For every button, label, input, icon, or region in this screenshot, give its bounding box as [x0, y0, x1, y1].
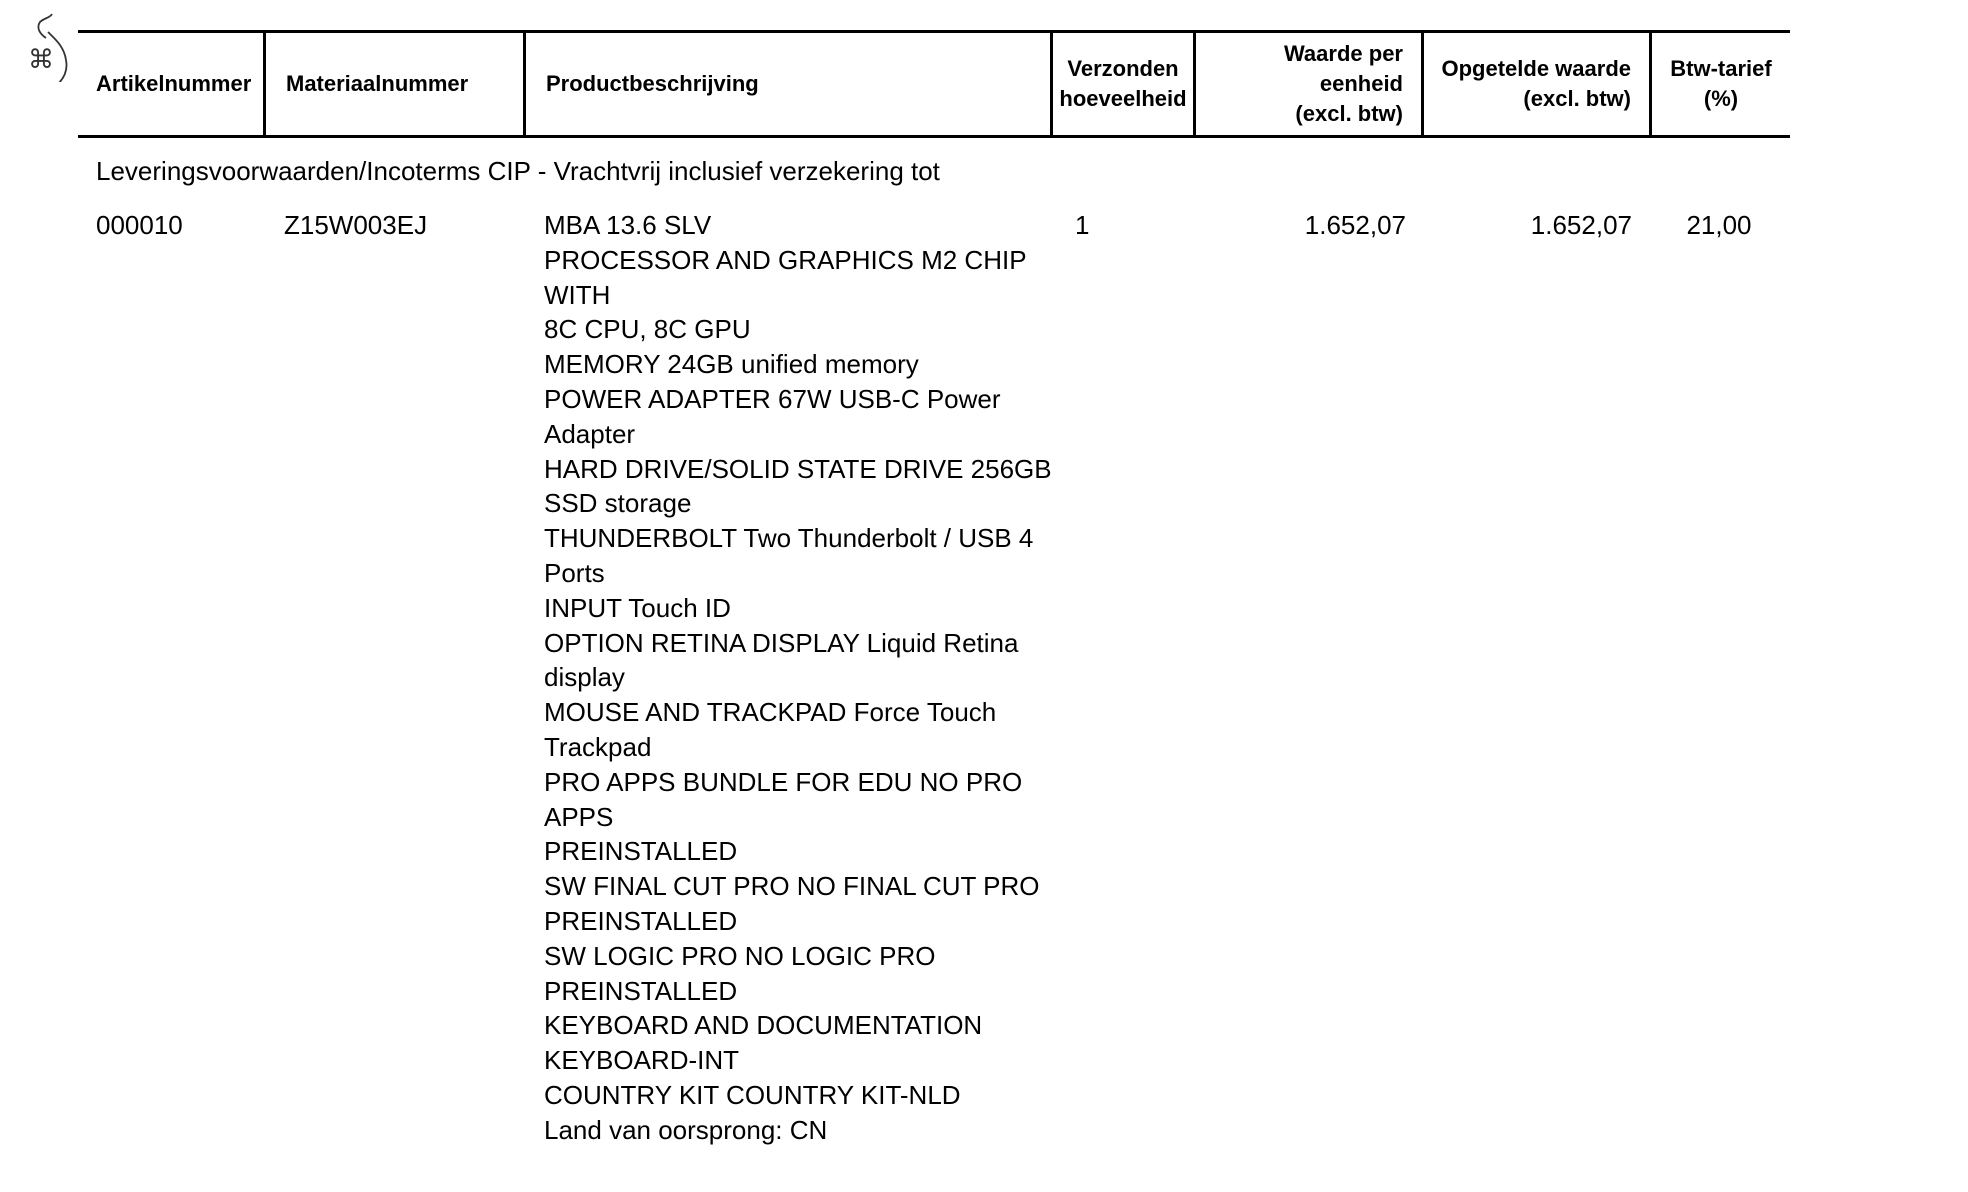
cell-opgetelde-waarde: 1.652,07: [1530, 210, 1632, 240]
description-line: KEYBOARD-INT: [544, 1045, 740, 1076]
header-btw-tarief: Btw-tarief (%): [1670, 56, 1772, 111]
header-materiaalnummer: Materiaalnummer: [266, 33, 526, 135]
description-line: PRO APPS BUNDLE FOR EDU NO PRO APPS: [544, 766, 1023, 832]
description-line: POWER ADAPTER 67W USB-C Power: [544, 383, 1001, 414]
description-line: PREINSTALLED: [544, 836, 738, 867]
header-verzonden-hoeveelheid: Verzonden hoeveelheid: [1053, 33, 1196, 135]
cell-verzonden-hoeveelheid: 1: [1075, 210, 1090, 240]
description-line: THUNDERBOLT Two Thunderbolt / USB 4: [544, 523, 1034, 554]
description-line: PROCESSOR AND GRAPHICS M2 CHIP WITH: [544, 244, 1027, 310]
header-artikelnummer: Artikelnummer: [78, 33, 266, 135]
description-line: Trackpad: [544, 731, 652, 762]
description-line: Land van oorsprong: CN: [544, 1114, 828, 1145]
cell-artikelnummer: 000010: [96, 210, 183, 240]
header-waarde-per-eenheid: Waarde per eenheid (excl. btw): [1196, 33, 1424, 135]
cell-btw-tarief: 21,00: [1686, 210, 1752, 240]
description-line: MEMORY 24GB unified memory: [544, 349, 919, 380]
description-line: INPUT Touch ID: [544, 592, 731, 623]
table-row: [78, 208, 1790, 1148]
description-line: MOUSE AND TRACKPAD Force Touch: [544, 697, 997, 728]
description-line: PREINSTALLED: [544, 905, 738, 936]
description-line: COUNTRY KIT COUNTRY KIT-NLD: [544, 1079, 961, 1110]
cell-productbeschrijving: [526, 208, 1053, 1148]
description-line: PREINSTALLED: [544, 975, 738, 1006]
description-line: 8C CPU, 8C GPU: [544, 314, 751, 345]
description-line: MBA 13.6 SLV: [544, 210, 712, 240]
description-line: Adapter: [544, 418, 636, 449]
description-line: SW LOGIC PRO NO LOGIC PRO: [544, 940, 936, 971]
header-opgetelde-waarde: Opgetelde waarde (excl. btw): [1424, 33, 1652, 135]
invoice-lines-table: [78, 30, 1790, 1148]
delivery-terms: Leveringsvoorwaarden/Incoterms CIP - Vrachtvrij inclusief verzekering tot: [96, 156, 940, 186]
cell-waarde-per-eenheid: 1.652,07: [1304, 210, 1406, 240]
description-line: HARD DRIVE/SOLID STATE DRIVE 256GB: [544, 453, 1052, 484]
apple-logo-icon: [22, 12, 78, 82]
header-productbeschrijving: Productbeschrijving: [526, 33, 1053, 135]
description-line: KEYBOARD AND DOCUMENTATION: [544, 1010, 983, 1041]
cell-materiaalnummer: Z15W003EJ: [284, 210, 428, 240]
description-line: display: [544, 662, 625, 693]
description-line: Ports: [544, 557, 605, 588]
description-line: SSD storage: [544, 488, 692, 519]
description-line: SW FINAL CUT PRO NO FINAL CUT PRO: [544, 871, 1040, 902]
svg-text:⌘: ⌘: [28, 45, 54, 75]
table-header: [78, 30, 1790, 138]
description-line: OPTION RETINA DISPLAY Liquid Retina: [544, 627, 1019, 658]
